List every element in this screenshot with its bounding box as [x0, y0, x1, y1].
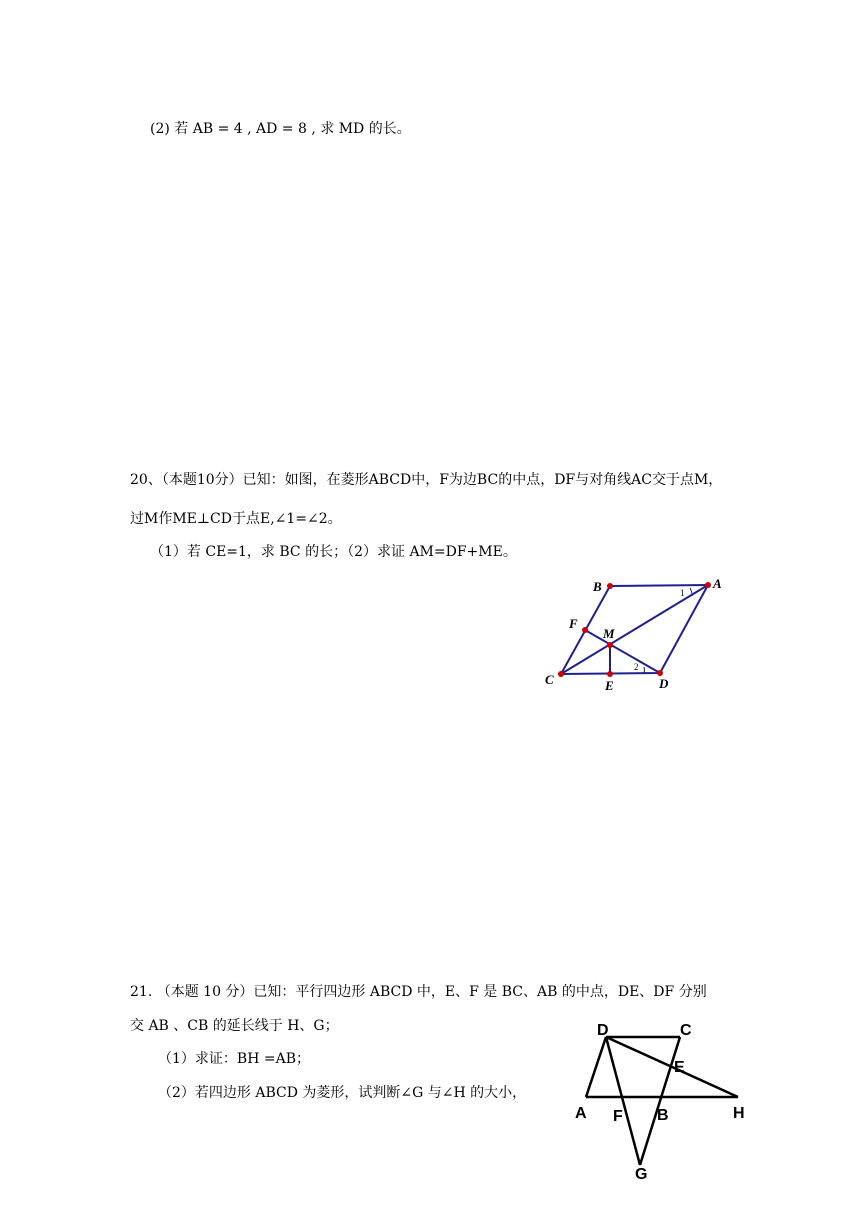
q20-line1: 20、（本题10分）已知：如图，在菱形ABCD中，F为边BC的中点，DF与对角线AC交于点M，	[130, 472, 723, 488]
q21-label-c: C	[680, 1022, 692, 1039]
q21-line3: （1）求证：BH =AB；	[158, 1051, 310, 1067]
q20-label-b: B	[593, 579, 602, 594]
q21-label-h: H	[733, 1105, 745, 1122]
q20-line2: 过M作ME⊥CD于点E,∠1=∠2。	[130, 511, 342, 527]
q20-label-e: E	[605, 678, 614, 693]
q21-label-a: A	[575, 1105, 587, 1122]
q21-parallelogram-figure	[570, 1015, 750, 1185]
q20-angle2-label: 2	[634, 662, 639, 672]
q20-rhombus-figure	[540, 570, 760, 700]
q21-line1: 21. （本题 10 分）已知：平行四边形 ABCD 中，E、F 是 BC、AB 的中点，DE、DF 分别	[130, 984, 707, 1000]
q21-line4: （2）若四边形 ABCD 为菱形，试判断∠G 与∠H 的大小，	[158, 1085, 527, 1101]
q20-angle1-label: 1	[680, 588, 685, 598]
q20-line3: （1）若 CE=1，求 BC 的长；（2）求证 AM=DF+ME。	[150, 544, 517, 560]
q21-label-g: G	[635, 1166, 648, 1183]
q19-part2-text: (2) 若 AB = 4 , AD = 8 , 求 MD 的长。	[150, 121, 411, 137]
q21-label-b: B	[657, 1107, 669, 1124]
q21-label-d: D	[597, 1022, 609, 1039]
q20-label-d: D	[659, 676, 669, 691]
q21-label-e: E	[674, 1059, 685, 1076]
q21-label-f: F	[613, 1108, 623, 1125]
q20-label-m: M	[603, 626, 615, 641]
q21-line2: 交 AB 、CB 的延长线于 H、G；	[130, 1018, 339, 1034]
q20-label-c: C	[545, 672, 554, 687]
q20-label-a: A	[713, 576, 722, 591]
q20-label-f: F	[569, 616, 578, 631]
